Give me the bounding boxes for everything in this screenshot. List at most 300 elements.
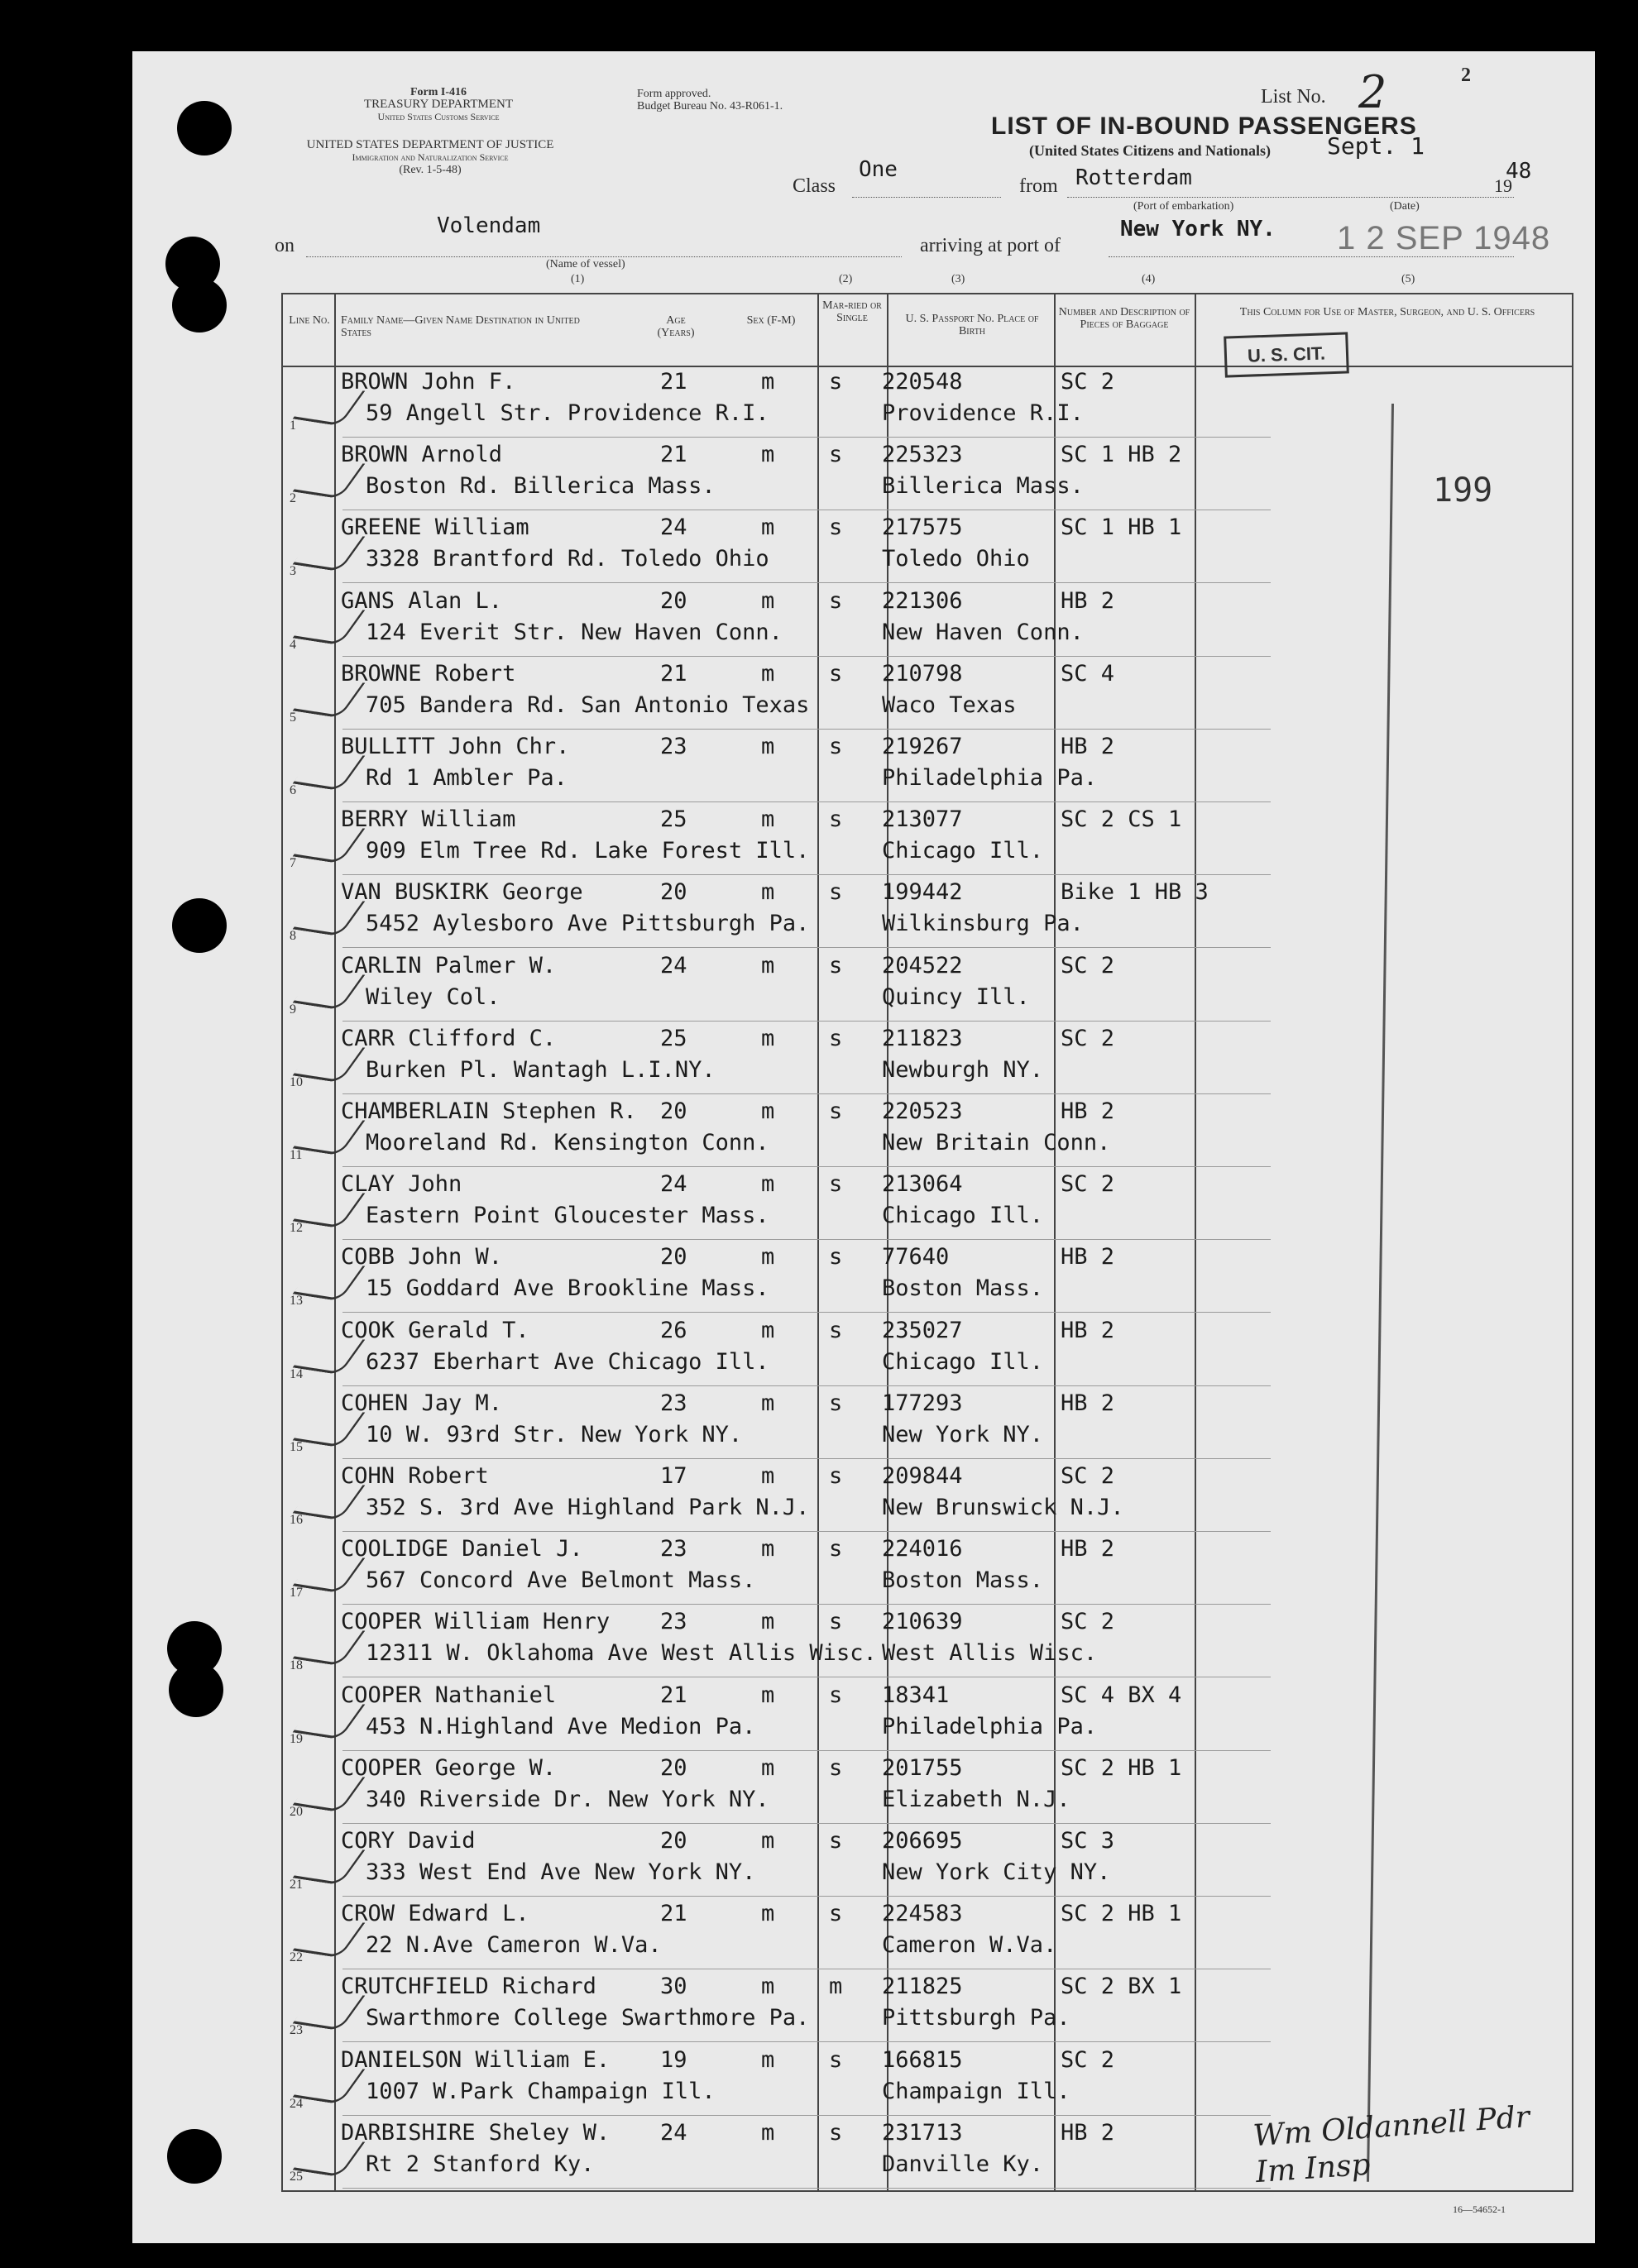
destination: 705 Bandera Rd. San Antonio Texas bbox=[366, 691, 810, 718]
table-row bbox=[283, 876, 1572, 949]
passenger-sex: m bbox=[761, 2119, 775, 2146]
passport-number: 231713 bbox=[882, 2119, 963, 2146]
row-divider bbox=[342, 1239, 1271, 1240]
table-row bbox=[283, 1095, 1572, 1168]
passport-number: 201755 bbox=[882, 1754, 963, 1781]
destination: 22 N.Ave Cameron W.Va. bbox=[366, 1932, 662, 1959]
port-embark-label: (Port of embarkation) bbox=[1133, 200, 1234, 213]
passport-number: 210798 bbox=[882, 660, 963, 687]
dept-justice-sub: Immigration and Naturalization Service bbox=[352, 151, 509, 163]
approval-block bbox=[637, 88, 783, 112]
place-of-birth: Providence R.I. bbox=[882, 400, 1084, 426]
baggage: SC 2 HB 1 bbox=[1061, 1754, 1182, 1781]
destination: 333 West End Ave New York NY. bbox=[366, 1859, 756, 1885]
place-of-birth: Champaign Ill. bbox=[882, 2078, 1070, 2104]
justice-block bbox=[273, 139, 587, 176]
passenger-name: COOLIDGE Daniel J. bbox=[341, 1536, 583, 1562]
marital-status: s bbox=[829, 2046, 843, 2073]
line-number: 5 bbox=[290, 710, 296, 725]
line-number: 8 bbox=[290, 929, 296, 944]
passenger-name: COHEN Jay M. bbox=[341, 1390, 503, 1416]
place-of-birth: Newburgh NY. bbox=[882, 1056, 1044, 1083]
place-of-birth: Elizabeth N.J. bbox=[882, 1786, 1070, 1812]
place-of-birth: West Allis Wisc. bbox=[882, 1640, 1098, 1667]
row-divider bbox=[342, 874, 1271, 875]
passenger-name: CROW Edward L. bbox=[341, 1901, 529, 1927]
row-divider bbox=[342, 1750, 1271, 1751]
passenger-sex: m bbox=[761, 1609, 775, 1635]
baggage: SC 2 bbox=[1061, 1463, 1115, 1489]
row-divider bbox=[342, 1166, 1271, 1167]
destination: Rd 1 Ambler Pa. bbox=[366, 765, 568, 791]
marital-status: s bbox=[829, 587, 843, 614]
place-of-birth: Boston Mass. bbox=[882, 1567, 1044, 1594]
header-name: Family Name—Given Name Destination in United States bbox=[341, 314, 580, 339]
line-number: 11 bbox=[290, 1148, 303, 1162]
destination: 567 Concord Ave Belmont Mass. bbox=[366, 1567, 756, 1594]
passenger-name: BROWN John F. bbox=[341, 369, 516, 395]
baggage: SC 2 bbox=[1061, 1025, 1115, 1051]
line-number: 15 bbox=[290, 1439, 303, 1454]
baggage: HB 2 bbox=[1061, 734, 1115, 759]
passenger-sex: m bbox=[761, 514, 775, 541]
date-label: (Date) bbox=[1390, 200, 1420, 213]
form-subtitle: (United States Citizens and Nationals) bbox=[1029, 142, 1272, 159]
passport-number: 209844 bbox=[882, 1463, 963, 1489]
row-divider bbox=[342, 801, 1271, 802]
place-of-birth: Pittsburgh Pa. bbox=[882, 2005, 1070, 2031]
passenger-age: 24 bbox=[660, 952, 687, 978]
place-of-birth: Chicago Ill. bbox=[882, 1348, 1044, 1375]
destination: Rt 2 Stanford Ky. bbox=[366, 2151, 595, 2177]
place-of-birth: New Brunswick N.J. bbox=[882, 1495, 1124, 1520]
class-underline bbox=[852, 197, 1001, 198]
col-num-4: (4) bbox=[1142, 273, 1156, 285]
marital-status: s bbox=[829, 806, 843, 833]
table-row bbox=[283, 1825, 1572, 1897]
marital-status: s bbox=[829, 879, 843, 906]
passenger-age: 23 bbox=[660, 1536, 687, 1562]
baggage: HB 2 bbox=[1061, 1098, 1115, 1124]
destination: 12311 W. Oklahoma Ave West Allis Wisc. bbox=[366, 1640, 877, 1667]
header-sex: Sex (F-M) bbox=[746, 314, 796, 327]
passenger-sex: m bbox=[761, 1682, 775, 1708]
passenger-age: 30 bbox=[660, 1974, 687, 2000]
destination: 1007 W.Park Champaign Ill. bbox=[366, 2078, 716, 2104]
binder-hole bbox=[172, 278, 227, 333]
baggage: SC 2 bbox=[1061, 952, 1115, 978]
destination: Burken Pl. Wantagh L.I.NY. bbox=[366, 1056, 716, 1083]
form-number: Form I-416 bbox=[410, 86, 467, 98]
passenger-name: COBB John W. bbox=[341, 1244, 503, 1270]
date-value: Sept. 1 bbox=[1327, 132, 1425, 160]
place-of-birth: Billerica Mass. bbox=[882, 473, 1084, 500]
destination: Wiley Col. bbox=[366, 983, 500, 1010]
revision: (Rev. 1-5-48) bbox=[399, 164, 462, 176]
passenger-name: CHAMBERLAIN Stephen R. bbox=[341, 1098, 637, 1124]
marital-status: s bbox=[829, 1754, 843, 1781]
dept-treasury: TREASURY DEPARTMENT bbox=[363, 98, 514, 111]
passenger-name: COOPER George W. bbox=[341, 1754, 557, 1781]
baggage: Bike 1 HB 3 bbox=[1061, 879, 1209, 906]
passenger-sex: m bbox=[761, 734, 775, 759]
destination: 453 N.Highland Ave Medion Pa. bbox=[366, 1713, 756, 1739]
passenger-name: COOK Gerald T. bbox=[341, 1317, 529, 1343]
passenger-name: GREENE William bbox=[341, 514, 529, 541]
table-row bbox=[283, 585, 1572, 658]
binder-hole bbox=[169, 1663, 223, 1717]
line-number: 2 bbox=[290, 491, 296, 506]
baggage: HB 2 bbox=[1061, 1317, 1115, 1343]
official-count: 199 bbox=[1433, 471, 1493, 510]
arriving-underline bbox=[1109, 256, 1514, 257]
passenger-age: 21 bbox=[660, 442, 687, 468]
us-citizen-stamp: U. S. CIT. bbox=[1224, 332, 1349, 377]
table-row bbox=[283, 658, 1572, 730]
row-divider bbox=[342, 1385, 1271, 1386]
passenger-sex: m bbox=[761, 1463, 775, 1489]
passenger-name: DARBISHIRE Sheley W. bbox=[341, 2119, 611, 2146]
passenger-sex: m bbox=[761, 369, 775, 395]
passenger-sex: m bbox=[761, 1244, 775, 1270]
table-row bbox=[283, 1533, 1572, 1605]
budget-bureau: Budget Bureau No. 43-R061-1. bbox=[637, 100, 783, 112]
list-no-label: List No. bbox=[1261, 86, 1326, 108]
baggage: HB 2 bbox=[1061, 1390, 1115, 1416]
passenger-sex: m bbox=[761, 442, 775, 468]
passenger-sex: m bbox=[761, 1974, 775, 2000]
table-row bbox=[283, 803, 1572, 876]
row-divider bbox=[342, 2115, 1271, 2116]
marital-status: s bbox=[829, 1025, 843, 1051]
marital-status: s bbox=[829, 1171, 843, 1198]
baggage: SC 2 bbox=[1061, 369, 1115, 395]
form-id-block bbox=[323, 86, 554, 123]
line-number: 14 bbox=[290, 1366, 303, 1381]
class-value: One bbox=[859, 157, 898, 182]
passenger-sex: m bbox=[761, 879, 775, 906]
place-of-birth: Quincy Ill. bbox=[882, 983, 1030, 1010]
passenger-table bbox=[281, 293, 1573, 2192]
line-number: 1 bbox=[290, 419, 296, 433]
marital-status: s bbox=[829, 514, 843, 541]
passenger-name: DANIELSON William E. bbox=[341, 2046, 611, 2073]
vessel-name: Volendam bbox=[437, 213, 541, 238]
passenger-name: BROWNE Robert bbox=[341, 660, 516, 687]
binder-hole bbox=[177, 101, 232, 156]
row-divider bbox=[342, 729, 1271, 730]
destination: 15 Goddard Ave Brookline Mass. bbox=[366, 1275, 769, 1302]
marital-status: s bbox=[829, 1390, 843, 1416]
row-divider bbox=[342, 1531, 1271, 1532]
line-number: 3 bbox=[290, 564, 296, 579]
passenger-age: 21 bbox=[660, 1901, 687, 1927]
dept-justice: UNITED STATES DEPARTMENT OF JUSTICE bbox=[306, 138, 554, 151]
form-title: LIST OF IN-BOUND PASSENGERS bbox=[991, 112, 1417, 140]
passport-number: 224016 bbox=[882, 1536, 963, 1562]
table-row bbox=[283, 1970, 1572, 2043]
passenger-name: VAN BUSKIRK George bbox=[341, 879, 583, 906]
destination: 340 Riverside Dr. New York NY. bbox=[366, 1786, 769, 1812]
page-number: 2 bbox=[1461, 65, 1471, 86]
destination: 6237 Eberhart Ave Chicago Ill. bbox=[366, 1348, 769, 1375]
passenger-age: 26 bbox=[660, 1317, 687, 1343]
line-number: 7 bbox=[290, 856, 296, 871]
line-number: 21 bbox=[290, 1878, 303, 1892]
line-number: 16 bbox=[290, 1513, 303, 1527]
marital-status: s bbox=[829, 1536, 843, 1562]
row-divider bbox=[342, 1312, 1271, 1313]
passenger-age: 24 bbox=[660, 1171, 687, 1198]
passport-number: 211823 bbox=[882, 1025, 963, 1051]
row-divider bbox=[342, 437, 1271, 438]
destination: Swarthmore College Swarthmore Pa. bbox=[366, 2005, 810, 2031]
header-age: Age (Years) bbox=[657, 314, 695, 339]
list-no-value: 2 bbox=[1358, 66, 1387, 118]
marital-status: s bbox=[829, 369, 843, 395]
passenger-sex: m bbox=[761, 806, 775, 833]
line-number: 18 bbox=[290, 1658, 303, 1673]
passenger-sex: m bbox=[761, 2046, 775, 2073]
place-of-birth: Philadelphia Pa. bbox=[882, 765, 1098, 791]
passenger-age: 17 bbox=[660, 1463, 687, 1489]
passenger-sex: m bbox=[761, 1390, 775, 1416]
passenger-sex: m bbox=[761, 1317, 775, 1343]
passenger-age: 24 bbox=[660, 514, 687, 541]
row-divider bbox=[342, 2041, 1271, 2042]
destination: 3328 Brantford Rd. Toledo Ohio bbox=[366, 546, 769, 572]
passenger-age: 24 bbox=[660, 2119, 687, 2146]
inspector-signature: Wm Oldannell Pdr Im Insp bbox=[1252, 2100, 1531, 2190]
passenger-age: 20 bbox=[660, 1828, 687, 1854]
marital-status: s bbox=[829, 442, 843, 468]
passport-number: 220523 bbox=[882, 1098, 963, 1124]
col-num-2: (2) bbox=[839, 273, 853, 285]
place-of-birth: Waco Texas bbox=[882, 691, 1017, 718]
passenger-age: 23 bbox=[660, 734, 687, 759]
table-row bbox=[283, 1168, 1572, 1241]
marital-status: m bbox=[829, 1974, 843, 2000]
passenger-sex: m bbox=[761, 660, 775, 687]
passport-number: 210639 bbox=[882, 1609, 963, 1635]
passenger-age: 20 bbox=[660, 1754, 687, 1781]
place-of-birth: Philadelphia Pa. bbox=[882, 1713, 1098, 1739]
table-row bbox=[283, 1897, 1572, 1970]
place-of-birth: New York NY. bbox=[882, 1421, 1044, 1447]
table-row bbox=[283, 730, 1572, 803]
header-line-no: Line No. bbox=[289, 314, 330, 327]
form-approved: Form approved. bbox=[637, 88, 711, 100]
passenger-sex: m bbox=[761, 1901, 775, 1927]
place-of-birth: Cameron W.Va. bbox=[882, 1932, 1057, 1959]
marital-status: s bbox=[829, 1609, 843, 1635]
line-number: 22 bbox=[290, 1950, 303, 1965]
passenger-name: COHN Robert bbox=[341, 1463, 489, 1489]
place-of-birth: Wilkinsburg Pa. bbox=[882, 911, 1084, 937]
col-num-5: (5) bbox=[1401, 273, 1415, 285]
row-divider bbox=[342, 947, 1271, 948]
passenger-age: 21 bbox=[660, 369, 687, 395]
table-row bbox=[283, 1022, 1572, 1095]
passenger-name: CARR Clifford C. bbox=[341, 1025, 557, 1051]
place-of-birth: New York City NY. bbox=[882, 1859, 1111, 1885]
footer-code: 16—54652-1 bbox=[1453, 2203, 1506, 2215]
line-number: 23 bbox=[290, 2023, 303, 2038]
header-married: Mar-ried or Single bbox=[822, 299, 882, 324]
passport-number: 77640 bbox=[882, 1244, 950, 1270]
destination: Mooreland Rd. Kensington Conn. bbox=[366, 1130, 769, 1156]
marital-status: s bbox=[829, 1098, 843, 1124]
line-number: 13 bbox=[290, 1294, 303, 1309]
baggage: SC 1 HB 1 bbox=[1061, 514, 1182, 541]
passport-number: 219267 bbox=[882, 734, 963, 759]
arriving-label: arriving at port of bbox=[920, 235, 1061, 256]
passenger-age: 23 bbox=[660, 1609, 687, 1635]
passenger-age: 20 bbox=[660, 1098, 687, 1124]
header-baggage: Number and Description of Pieces of Baggage bbox=[1058, 306, 1190, 331]
table-row bbox=[283, 438, 1572, 511]
passenger-age: 20 bbox=[660, 1244, 687, 1270]
baggage: HB 2 bbox=[1061, 587, 1115, 614]
baggage: HB 2 bbox=[1061, 1536, 1115, 1562]
destination: Eastern Point Gloucester Mass. bbox=[366, 1203, 769, 1229]
dept-treasury-sub: United States Customs Service bbox=[377, 111, 500, 122]
from-value: Rotterdam bbox=[1075, 165, 1192, 190]
table-row bbox=[283, 1605, 1572, 1678]
year-prefix: 19 bbox=[1494, 175, 1512, 196]
destination: 10 W. 93rd Str. New York NY. bbox=[366, 1421, 743, 1447]
marital-status: s bbox=[829, 1244, 843, 1270]
passenger-age: 21 bbox=[660, 1682, 687, 1708]
place-of-birth: Toledo Ohio bbox=[882, 546, 1030, 572]
row-divider bbox=[342, 1458, 1271, 1459]
baggage: SC 2 HB 1 bbox=[1061, 1901, 1182, 1927]
baggage: SC 2 BX 1 bbox=[1061, 1974, 1182, 2000]
passport-number: 213077 bbox=[882, 806, 963, 833]
passenger-sex: m bbox=[761, 1536, 775, 1562]
marital-status: s bbox=[829, 660, 843, 687]
place-of-birth: New Haven Conn. bbox=[882, 619, 1084, 645]
passenger-age: 21 bbox=[660, 660, 687, 687]
row-divider bbox=[342, 1604, 1271, 1605]
binder-hole bbox=[172, 898, 227, 953]
table-row bbox=[283, 366, 1572, 438]
row-divider bbox=[342, 656, 1271, 657]
table-row bbox=[283, 1679, 1572, 1752]
passenger-name: CORY David bbox=[341, 1828, 476, 1854]
destination: 124 Everit Str. New Haven Conn. bbox=[366, 619, 783, 645]
passenger-name: CRUTCHFIELD Richard bbox=[341, 1974, 596, 2000]
line-number: 4 bbox=[290, 637, 296, 652]
from-label: from bbox=[1019, 175, 1058, 197]
line-number: 17 bbox=[290, 1586, 303, 1601]
passenger-age: 25 bbox=[660, 1025, 687, 1051]
passenger-age: 25 bbox=[660, 806, 687, 833]
destination: 909 Elm Tree Rd. Lake Forest Ill. bbox=[366, 838, 810, 864]
baggage: SC 1 HB 2 bbox=[1061, 442, 1182, 468]
row-divider bbox=[342, 582, 1271, 583]
passport-number: 166815 bbox=[882, 2046, 963, 2073]
passenger-sex: m bbox=[761, 1098, 775, 1124]
baggage: SC 3 bbox=[1061, 1828, 1115, 1854]
passport-number: 225323 bbox=[882, 442, 963, 468]
year-value: 48 bbox=[1506, 159, 1532, 184]
col-num-1: (1) bbox=[571, 273, 585, 285]
baggage: HB 2 bbox=[1061, 1244, 1115, 1270]
passenger-name: COOPER William Henry bbox=[341, 1609, 611, 1635]
line-number: 19 bbox=[290, 1731, 303, 1746]
passenger-age: 23 bbox=[660, 1390, 687, 1416]
baggage: SC 2 CS 1 bbox=[1061, 806, 1182, 833]
line-number: 12 bbox=[290, 1221, 303, 1236]
place-of-birth: Chicago Ill. bbox=[882, 1203, 1044, 1229]
passport-number: 206695 bbox=[882, 1828, 963, 1854]
baggage: SC 2 bbox=[1061, 2046, 1115, 2073]
passport-number: 199442 bbox=[882, 879, 963, 906]
line-number: 10 bbox=[290, 1074, 303, 1089]
passport-number: 220548 bbox=[882, 369, 963, 395]
destination: 59 Angell Str. Providence R.I. bbox=[366, 400, 769, 426]
marital-status: s bbox=[829, 952, 843, 978]
passenger-name: BULLITT John Chr. bbox=[341, 734, 570, 759]
baggage: HB 2 bbox=[1061, 2119, 1115, 2146]
passport-number: 177293 bbox=[882, 1390, 963, 1416]
col-num-3: (3) bbox=[951, 273, 965, 285]
row-divider bbox=[342, 1021, 1271, 1022]
destination: 5452 Aylesboro Ave Pittsburgh Pa. bbox=[366, 911, 810, 937]
passenger-age: 20 bbox=[660, 879, 687, 906]
marital-status: s bbox=[829, 2119, 843, 2146]
passport-number: 221306 bbox=[882, 587, 963, 614]
arriving-port: New York NY. bbox=[1120, 217, 1276, 242]
line-number: 24 bbox=[290, 2096, 303, 2111]
table-row bbox=[283, 511, 1572, 584]
marital-status: s bbox=[829, 1828, 843, 1854]
line-number: 20 bbox=[290, 1804, 303, 1819]
marital-status: s bbox=[829, 1463, 843, 1489]
passport-number: 211825 bbox=[882, 1974, 963, 2000]
vessel-label: (Name of vessel) bbox=[546, 258, 625, 270]
baggage: SC 4 BX 4 bbox=[1061, 1682, 1182, 1708]
passport-number: 18341 bbox=[882, 1682, 950, 1708]
passenger-name: BROWN Arnold bbox=[341, 442, 503, 468]
passport-number: 235027 bbox=[882, 1317, 963, 1343]
line-number: 25 bbox=[290, 2169, 303, 2184]
passenger-sex: m bbox=[761, 1754, 775, 1781]
passenger-name: BERRY William bbox=[341, 806, 516, 833]
baggage: SC 2 bbox=[1061, 1609, 1115, 1635]
table-row bbox=[283, 950, 1572, 1022]
passenger-sex: m bbox=[761, 1025, 775, 1051]
marital-status: s bbox=[829, 734, 843, 759]
passenger-name: CLAY John bbox=[341, 1171, 462, 1198]
marital-status: s bbox=[829, 1682, 843, 1708]
table-row bbox=[283, 1752, 1572, 1825]
row-divider bbox=[342, 1896, 1271, 1897]
from-underline bbox=[1067, 197, 1514, 198]
place-of-birth: Danville Ky. bbox=[882, 2151, 1044, 2177]
destination: 352 S. 3rd Ave Highland Park N.J. bbox=[366, 1495, 810, 1520]
baggage: SC 2 bbox=[1061, 1171, 1115, 1198]
header-official: This Column for Use of Master, Surgeon, and U. S. Officers bbox=[1239, 306, 1535, 318]
passenger-sex: m bbox=[761, 587, 775, 614]
on-label: on bbox=[275, 235, 295, 256]
passenger-name: CARLIN Palmer W. bbox=[341, 952, 557, 978]
row-divider bbox=[342, 1093, 1271, 1094]
line-number: 6 bbox=[290, 783, 296, 797]
place-of-birth: Chicago Ill. bbox=[882, 838, 1044, 864]
passenger-age: 19 bbox=[660, 2046, 687, 2073]
